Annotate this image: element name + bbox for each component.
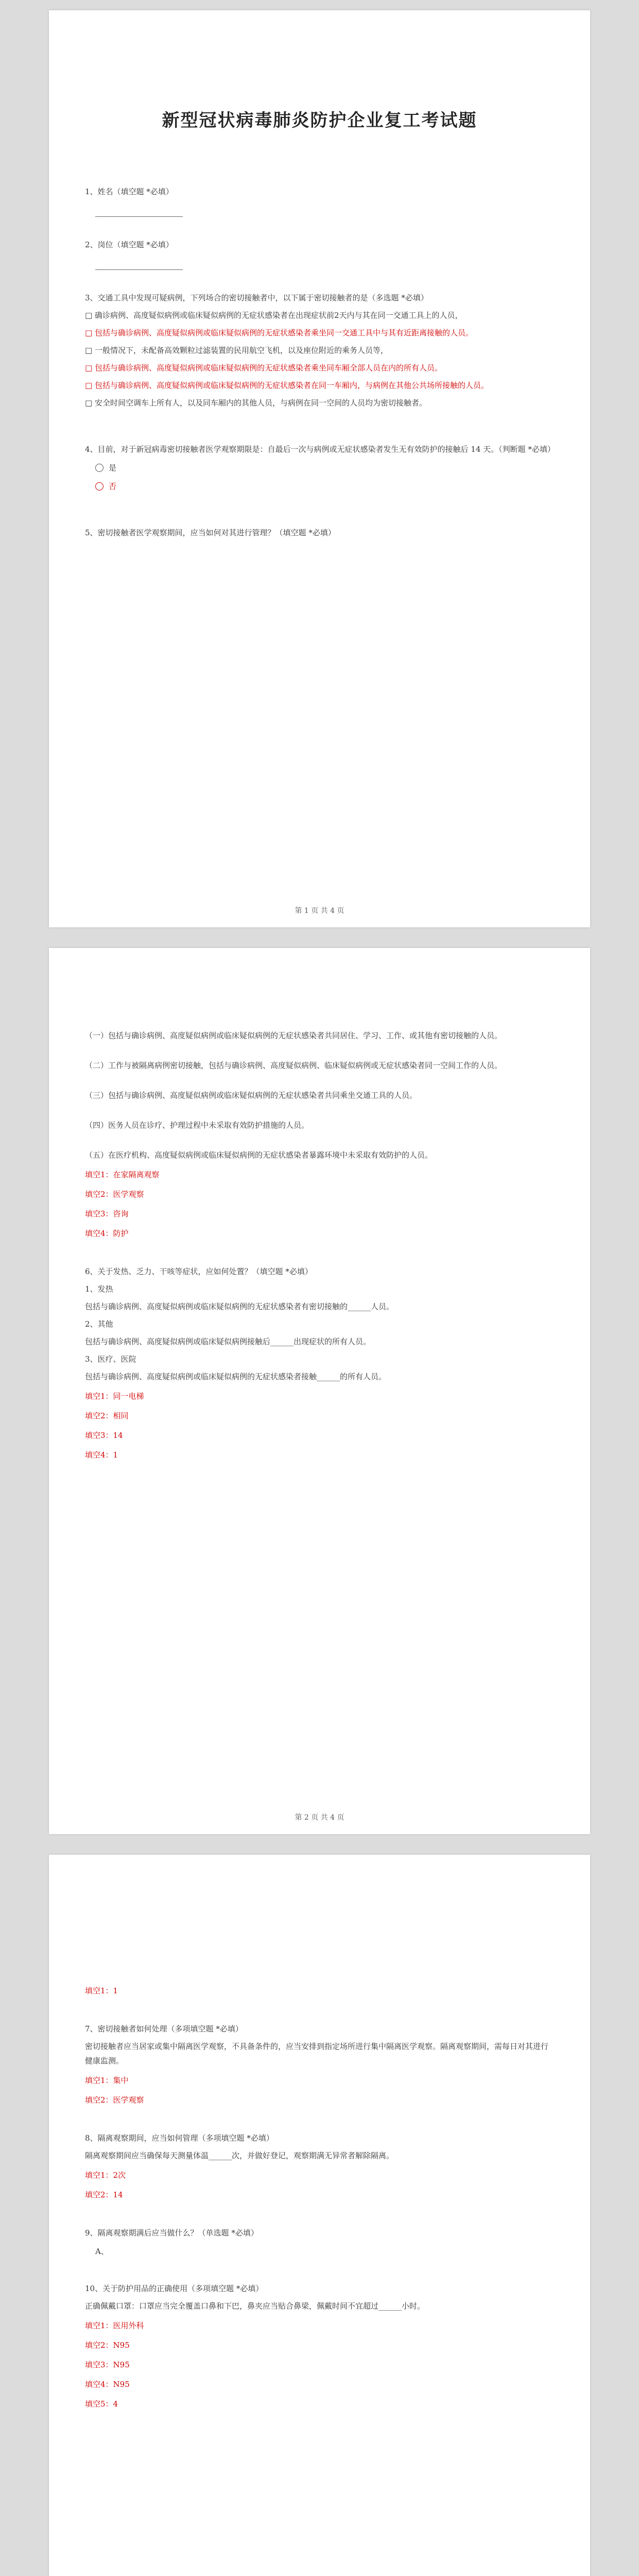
document-title: 新型冠状病毒肺炎防护企业复工考试题: [162, 110, 477, 131]
paragraph: （三）包括与确诊病例、高度疑似病例或临床疑似病例的无症状感染者共同乘坐交通工具的人员。: [85, 1091, 418, 1100]
question-5: [85, 526, 554, 540]
answer: 填空2：医学观察: [85, 1190, 144, 1199]
radio-icon: [95, 482, 103, 490]
question-6: 6、关于发热、乏力、干咳等症状，应如何处置？（填空题 *必填）: [85, 1267, 313, 1276]
answer: 填空1：在家隔离观察: [85, 1170, 160, 1179]
paragraph: （四）医务人员在诊疗、护理过程中未采取有效防护措施的人员。: [85, 1121, 309, 1130]
option-label: 否: [109, 482, 117, 491]
answer: 填空1：同一电梯: [85, 1392, 144, 1401]
answer: 填空2：14: [85, 2190, 123, 2199]
answer: 填空2：N95: [85, 2341, 130, 2350]
question-4: [85, 442, 554, 494]
question-text: 1、姓名（填空题 *必填）: [85, 187, 174, 196]
paragraph: 隔离观察期间应当确保每天测量体温______次，并做好登记，观察期满无异常者解除隔离。: [85, 2151, 394, 2160]
answer: 填空3：咨询: [85, 1209, 129, 1218]
paragraph: 密切接触者应当居家或集中隔离医学观察，不具备条件的，应当安排到指定场所进行集中隔离医学观察。隔离观察期间，需每日对其进行健康监测。: [85, 2042, 549, 2065]
answer: 填空3：14: [85, 1431, 123, 1440]
page-3: [49, 1855, 590, 2576]
page-2: [49, 948, 590, 1834]
answer: 填空4：1: [85, 1450, 118, 1460]
paragraph: （五）在医疗机构、高度疑似病例或临床疑似病例的无症状感染者暴露环境中未采取有效防护的人员。: [85, 1150, 433, 1160]
answer: 填空3：N95: [85, 2360, 130, 2369]
question-10: 10、关于防护用品的正确使用（多项填空题 *必填）: [85, 2284, 264, 2293]
answer: 填空1：集中: [85, 2076, 129, 2085]
paragraph: 包括与确诊病例、高度疑似病例或临床疑似病例接触后______出现症状的所有人员。: [85, 1337, 371, 1346]
paragraph: （一）包括与确诊病例、高度疑似病例或临床疑似病例的无症状感染者共同居住、学习、工作、或其他有密切接触的人员。: [85, 1031, 503, 1040]
answer-field[interactable]: [95, 254, 183, 270]
paragraph: 包括与确诊病例、高度疑似病例或临床疑似病例的无症状感染者有密切接触的______人员。: [85, 1302, 394, 1311]
answer: 填空1：1: [85, 1986, 118, 1995]
answer: 填空4：N95: [85, 2380, 130, 2389]
sub-heading: 2、其他: [85, 1319, 113, 1329]
answer: 填空4：防护: [85, 1229, 129, 1238]
radio-option-no[interactable]: [95, 479, 554, 494]
radio-option-yes[interactable]: [95, 461, 554, 475]
radio-icon: [95, 464, 103, 472]
question-text: 2、岗位（填空题 *必填）: [85, 240, 174, 249]
option-text[interactable]: □ 包括与确诊病例、高度疑似病例或临床疑似病例的无症状感染者乘坐同车厢全部人员在内的所有人员。: [85, 363, 442, 372]
sub-heading: 3、医疗、医院: [85, 1354, 136, 1364]
paragraph: 正确佩戴口罩：口罩应当完全覆盖口鼻和下巴，鼻夹应当贴合鼻梁，佩戴时间不宜超过______小时。: [85, 2301, 425, 2311]
option-label: 是: [109, 463, 117, 472]
answer: 填空2：相同: [85, 1411, 129, 1420]
question-text: 3、交通工具中发现可疑病例，下列场合的密切接触者中，以下属于密切接触者的是（多选题 *必填）: [85, 293, 428, 302]
page-number: 第 1 页 共 4 页: [295, 907, 344, 915]
paragraph: 包括与确诊病例、高度疑似病例或临床疑似病例的无症状感染者接触______的所有人员。: [85, 1372, 387, 1381]
sub-heading: 1、发热: [85, 1284, 113, 1294]
option-text[interactable]: □ 确诊病例、高度疑似病例或临床疑似病例的无症状感染者在出现症状前2天内与其在同一交通工具上的人员，: [85, 311, 463, 320]
option-label: A、: [95, 2247, 109, 2256]
answer: 填空1：医用外科: [85, 2321, 144, 2330]
page-number: 第 2 页 共 4 页: [295, 1814, 344, 1822]
question-text: 5、密切接触者医学观察期间，应当如何对其进行管理？（填空题 *必填）: [85, 528, 336, 537]
answer: 填空2：医学观察: [85, 2095, 144, 2105]
question-7: 7、密切接触者如何处理（多项填空题 *必填）: [85, 2024, 243, 2033]
paragraph: （二）工作与被隔离病例密切接触，包括与确诊病例、高度疑似病例、临床疑似病例或无症状感染者同一空间工作的人员。: [85, 1061, 503, 1070]
question-3: [85, 291, 554, 410]
page-1: [49, 10, 590, 927]
question-text: 4、目前，对于新冠病毒密切接触者医学观察期限是：自最后一次与病例或无症状感染者发生无有效防护的接触后 14 天。（判断题 *必填）: [85, 445, 555, 454]
answer-field[interactable]: [95, 201, 183, 217]
question-1: [85, 184, 554, 217]
question-8: 8、隔离观察期间，应当如何管理（多项填空题 *必填）: [85, 2133, 274, 2143]
answer: 填空1：2次: [85, 2171, 126, 2180]
answer: 填空5：4: [85, 2399, 118, 2409]
radio-option[interactable]: [95, 2244, 554, 2259]
question-2: [85, 238, 554, 270]
option-text[interactable]: □ 包括与确诊病例、高度疑似病例或临床疑似病例的无症状感染者乘坐同一交通工具中与其有近距离接触的人员。: [85, 328, 473, 337]
option-text[interactable]: □ 包括与确诊病例、高度疑似病例或临床疑似病例的无症状感染者在同一车厢内，与病例在其他公共场所接触的人员。: [85, 381, 489, 390]
option-text[interactable]: □ 一般情况下，未配备高效颗粒过滤装置的民用航空飞机，以及座位附近的乘务人员等，: [85, 346, 388, 355]
option-text[interactable]: □ 安全时间空调车上所有人，以及同车厢内的其他人员，与病例在同一空间的人员均为密切接触者。: [85, 398, 427, 408]
question-9: 9、隔离观察期满后应当做什么？（单选题 *必填）: [85, 2228, 258, 2238]
